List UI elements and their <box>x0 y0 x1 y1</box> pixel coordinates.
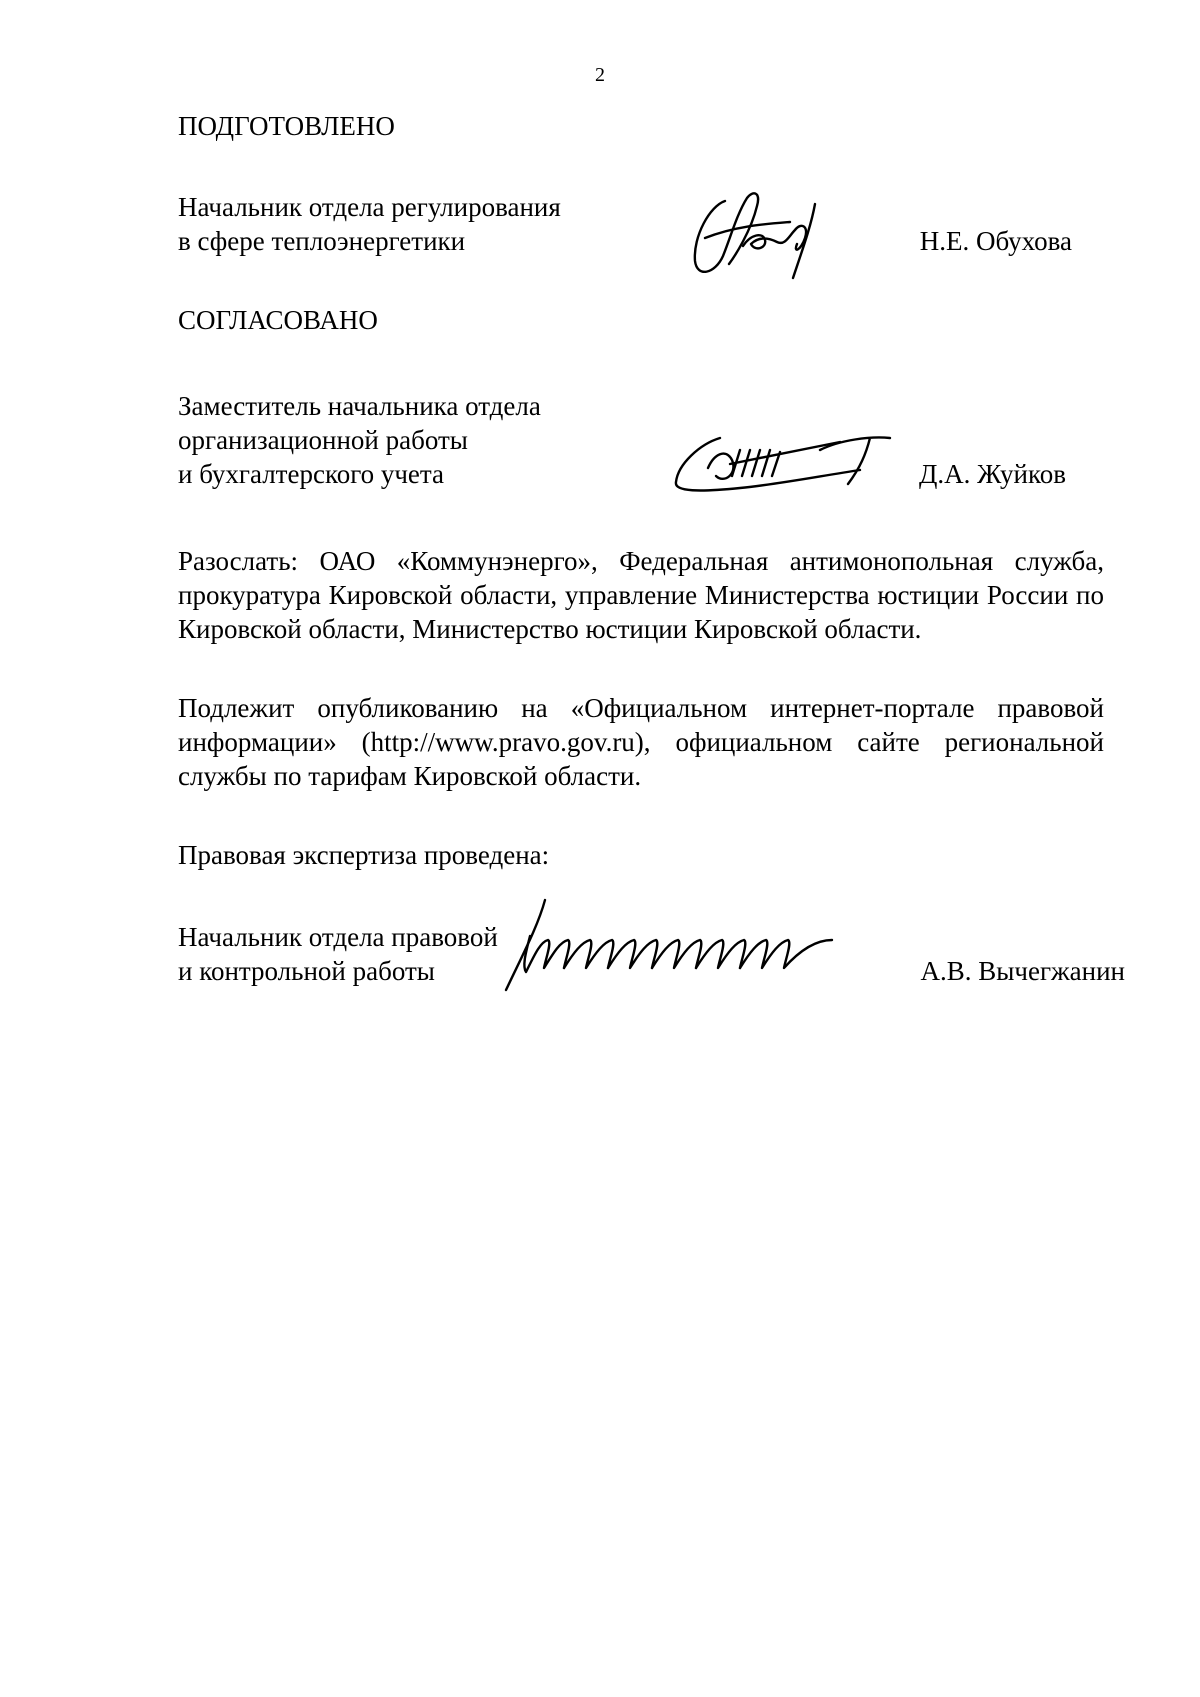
prepared-position-line-2: в сфере теплоэнергетики <box>178 226 466 256</box>
signature-zhuikov <box>670 430 900 500</box>
agreed-position-line-3: и бухгалтерского учета <box>178 459 445 489</box>
prepared-position-line-1: Начальник отдела регулирования <box>178 192 561 222</box>
agreed-heading: СОГЛАСОВАНО <box>178 305 378 335</box>
legal-review-heading: Правовая экспертиза проведена: <box>178 840 550 870</box>
prepared-name: Н.Е. Обухова <box>919 226 1072 256</box>
prepared-heading: ПОДГОТОВЛЕНО <box>178 111 395 141</box>
publication-paragraph: Подлежит опубликованию на «Официальном интернет-портале правовой информации» (http://www.pravo.gov.ru), официальном сайте региональной службы по тарифам Кировской области. <box>178 693 1104 791</box>
agreed-position-line-1: Заместитель начальника отдела <box>178 391 541 421</box>
signature-obukhova <box>685 186 865 286</box>
legal-review-name: А.В. Вычегжанин <box>920 956 1125 986</box>
legal-review-position-line-2: и контрольной работы <box>178 956 435 986</box>
agreed-name: Д.А. Жуйков <box>919 459 1066 489</box>
page-number: 2 <box>595 64 605 86</box>
distribution-paragraph: Разослать: ОАО «Коммунэнерго», Федеральная антимонопольная служба, прокуратура Кировской области, управление Министерства юстиции России по Кировской области, Министерство юстиции Кировской области. <box>178 546 1104 644</box>
agreed-position-line-2: организационной работы <box>178 425 468 455</box>
signature-vychegzhanin <box>500 896 840 996</box>
legal-review-position-line-1: Начальник отдела правовой <box>178 922 498 952</box>
